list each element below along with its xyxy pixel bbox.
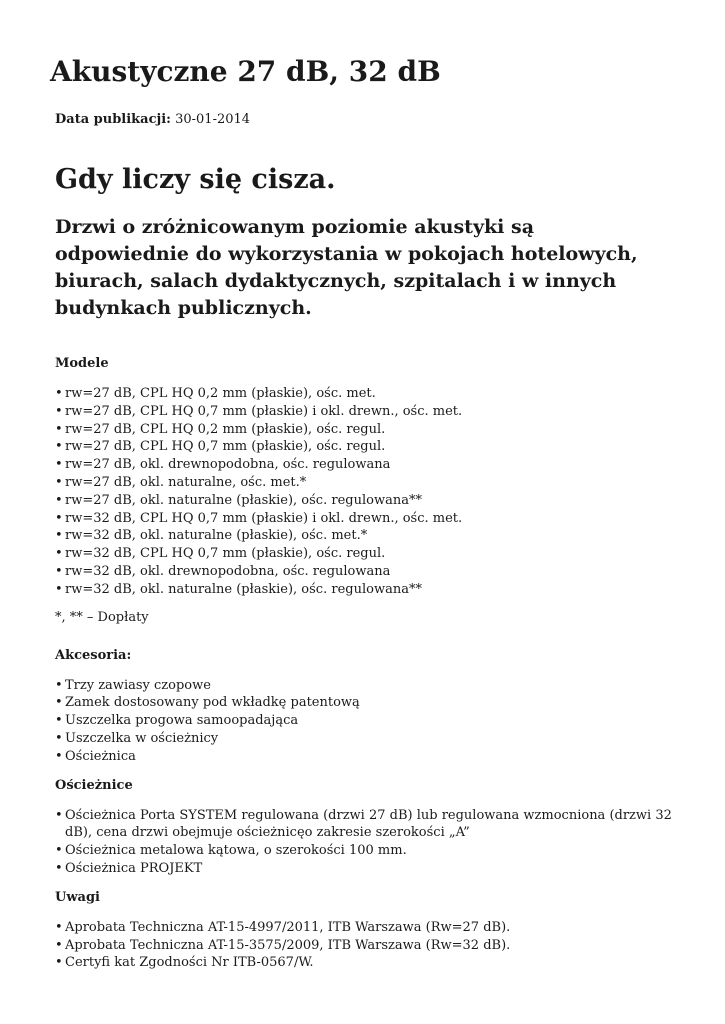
frames-heading: Ościeżnice [55, 777, 133, 793]
list-item: • Ościeżnica PROJEKT [55, 860, 675, 878]
list-item: • Certyfi kat Zgodności Nr ITB-0567/W. [55, 954, 675, 972]
remarks-section [55, 888, 675, 972]
list-item: • Uszczelka w ościeżnicy [55, 730, 675, 748]
list-item: • rw=32 dB, okl. naturalne (płaskie), ośc. met.* [55, 527, 675, 545]
list-item: • rw=27 dB, CPL HQ 0,7 mm (płaskie), ośc. regul. [55, 438, 675, 456]
publication-date-label: Data publikacji: [55, 112, 171, 127]
list-item: • Aprobata Techniczna AT-15-4997/2011, ITB Warszawa (Rw=27 dB). [55, 919, 675, 937]
list-item: • rw=32 dB, okl. drewnopodobna, ośc. regulowana [55, 563, 675, 581]
list-item: • Aprobata Techniczna AT-15-3575/2009, ITB Warszawa (Rw=32 dB). [55, 937, 675, 955]
list-item: • rw=32 dB, okl. naturalne (płaskie), ośc. regulowana** [55, 581, 675, 599]
list-item: • rw=27 dB, okl. naturalne, ośc. met.* [55, 474, 675, 492]
article-content [55, 354, 675, 972]
frames-list [55, 807, 675, 878]
accessories-list [55, 677, 675, 766]
list-item: • rw=32 dB, CPL HQ 0,7 mm (płaskie) i okl. drewn., ośc. met. [55, 510, 675, 528]
models-section [55, 354, 675, 628]
models-list [55, 385, 675, 599]
list-item: • Ościeżnica Porta SYSTEM regulowana (drzwi 27 dB) lub regulowana wzmocniona (drzwi 32 dB), cena drzwi obejmuje ościeżnicęo zakresie szerokości „A” [55, 807, 675, 843]
list-item: • Trzy zawiasy czopowe [55, 677, 675, 695]
list-item: • rw=27 dB, okl. drewnopodobna, ośc. regulowana [55, 456, 675, 474]
remarks-heading: Uwagi [55, 889, 100, 905]
frames-section [55, 776, 675, 878]
remarks-list [55, 919, 675, 972]
list-item: • Ościeżnica metalowa kątowa, o szerokości 100 mm. [55, 842, 675, 860]
list-item: • rw=27 dB, CPL HQ 0,2 mm (płaskie), ośc. regul. [55, 421, 675, 439]
lead-paragraph: Drzwi o zróżnicowanym poziomie akustyki są odpowiednie do wykorzystania w pokojach hotelowych, biurach, salach dydaktycznych, szpitalach i w innych budynkach publicznych. [55, 216, 638, 319]
accessories-heading: Akcesoria: [55, 647, 132, 663]
list-item: • rw=27 dB, okl. naturalne (płaskie), ośc. regulowana** [55, 492, 675, 510]
list-item: • Ościeżnica [55, 748, 675, 766]
list-item: • rw=27 dB, CPL HQ 0,7 mm (płaskie) i okl. drewn., ośc. met. [55, 403, 675, 421]
list-item: • rw=27 dB, CPL HQ 0,2 mm (płaskie), ośc. met. [55, 385, 675, 403]
page-title: Akustyczne 27 dB, 32 dB [50, 55, 441, 88]
headline: Gdy liczy się cisza. [55, 164, 336, 195]
list-item: • Uszczelka progowa samoopadająca [55, 712, 675, 730]
publication-date [55, 110, 250, 130]
publication-date-value: 30-01-2014 [175, 112, 251, 127]
surcharge-note: *, ** – Dopłaty [55, 609, 149, 625]
list-item: • rw=32 dB, CPL HQ 0,7 mm (płaskie), ośc. regul. [55, 545, 675, 563]
list-item: • Zamek dostosowany pod wkładkę patentową [55, 694, 675, 712]
models-heading: Modele [55, 356, 109, 371]
accessories-section [55, 646, 675, 766]
